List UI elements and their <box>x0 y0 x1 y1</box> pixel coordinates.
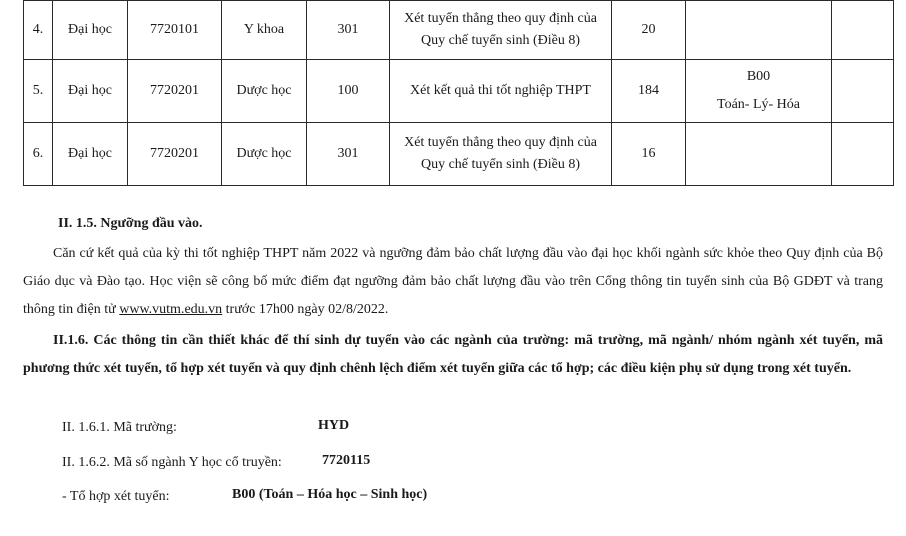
major-name-cell: Dược học <box>222 123 307 186</box>
admissions-table <box>23 0 894 186</box>
table-row <box>24 60 894 123</box>
method-line2: Quy chế tuyển sinh (Điều 8) <box>420 33 581 48</box>
table-row <box>24 123 894 186</box>
method-name-cell <box>390 60 612 123</box>
combo-line1: B00 <box>746 69 771 84</box>
method-line1: Xét tuyển thẳng theo quy định của <box>404 11 597 26</box>
major-code-value: 7720115 <box>322 453 371 468</box>
empty-cell <box>832 1 894 60</box>
empty-cell <box>832 123 894 186</box>
combo-label: - Tổ hợp xét tuyển: <box>62 489 170 504</box>
level-cell: Đại học <box>53 60 128 123</box>
paragraph-text-end: trước 17h00 ngày 02/8/2022. <box>222 302 389 317</box>
section-116-heading: II.1.6. Các thông tin cần thiết khác để thí sinh dự tuyển vào các ngành của trường: mã trường, mã ngành/ nhóm ngành xét tuyển, mã phương thức xét tuyển, tổ hợp xét tuyển và quy định chênh lệch điểm xét tuyển giữa các tổ hợp; các điều kiện phụ sử dụng trong xét tuyển. <box>23 333 883 376</box>
website-link[interactable]: www.vutm.edu.vn <box>119 302 223 317</box>
empty-cell <box>832 60 894 123</box>
method-line1: Xét tuyển thẳng theo quy định của <box>404 135 597 150</box>
combo-cell <box>686 123 832 186</box>
table-row <box>24 1 894 60</box>
major-code-label: II. 1.6.2. Mã số ngành Y học cổ truyền: <box>62 455 282 470</box>
stt-cell: 4. <box>24 1 53 60</box>
quota-cell: 184 <box>612 60 686 123</box>
method-code-cell: 301 <box>307 1 390 60</box>
major-code-cell: 7720201 <box>128 60 222 123</box>
major-name-cell: Y khoa <box>222 1 307 60</box>
section-115-heading: II. 1.5. Ngưỡng đầu vào. <box>58 216 203 231</box>
section-115-paragraph <box>23 240 883 324</box>
school-code-value: HYD <box>318 418 350 433</box>
paragraph-text: Căn cứ kết quả của kỳ thi tốt nghiệp THPT năm 2022 và ngưỡng đảm bảo chất lượng đầu vào đại học khối ngành sức khỏe theo Quy định của Bộ Giáo dục và Đào tạo. Học viện sẽ công bố mức điểm đạt ngưỡng đảm bảo chất lượng đầu vào trên Cổng thông tin tuyển sinh của Bộ GDĐT và trang thông tin điện tử <box>23 246 883 317</box>
method-line2: Quy chế tuyển sinh (Điều 8) <box>420 157 581 172</box>
stt-cell: 6. <box>24 123 53 186</box>
level-cell: Đại học <box>53 123 128 186</box>
method-name-cell <box>390 1 612 60</box>
level-cell: Đại học <box>53 1 128 60</box>
stt-cell: 5. <box>24 60 53 123</box>
method-name-cell <box>390 123 612 186</box>
method-line1: Xét kết quả thi tốt nghiệp THPT <box>410 83 591 98</box>
combo-cell <box>686 60 832 123</box>
quota-cell: 16 <box>612 123 686 186</box>
combo-value: B00 (Toán – Hóa học – Sinh học) <box>232 487 428 502</box>
method-code-cell: 100 <box>307 60 390 123</box>
major-name-cell: Dược học <box>222 60 307 123</box>
major-code-cell: 7720101 <box>128 1 222 60</box>
combo-line2: Toán- Lý- Hóa <box>717 97 800 112</box>
major-code-cell: 7720201 <box>128 123 222 186</box>
school-code-label: II. 1.6.1. Mã trường: <box>62 420 177 435</box>
quota-cell: 20 <box>612 1 686 60</box>
method-code-cell: 301 <box>307 123 390 186</box>
combo-cell <box>686 1 832 60</box>
